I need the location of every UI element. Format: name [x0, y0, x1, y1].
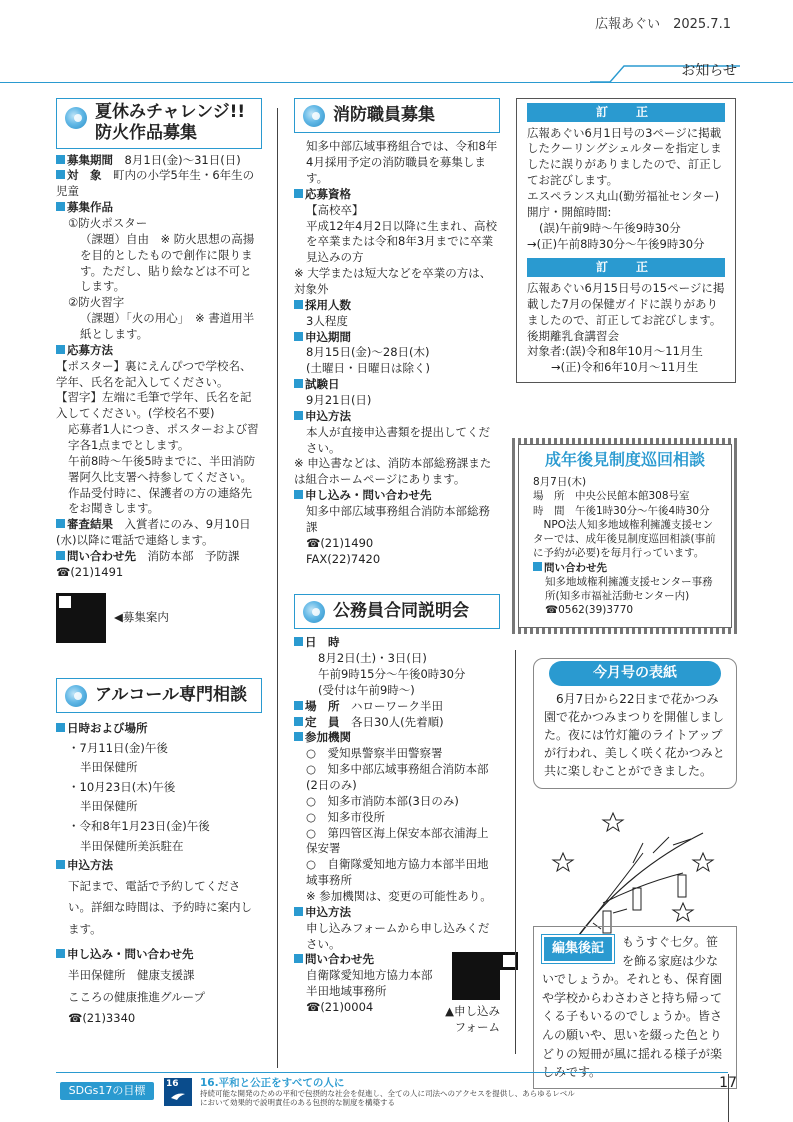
tanabata-illustration [533, 793, 733, 943]
qual-label: 応募資格 [294, 187, 500, 203]
g-contact-1: 知多地域権利擁護支援センター事務所(知多市福祉活動センター内) [545, 575, 713, 603]
application-form-qr[interactable] [452, 952, 500, 1000]
issue-date: 広報あぐい 2025.7.1 [595, 17, 731, 32]
work1-detail: （課題）自由 ※ 防火思想の高揚を目的としたもので創作に限ります。ただし、貼り絵などは不可とします。 [80, 231, 255, 294]
sdgs-badge: SDGs17の目標 [60, 1082, 154, 1100]
errata-2-name: 後期離乳食講習会 [527, 328, 619, 343]
alcohol-place: 半田保健所 [80, 799, 138, 814]
g-place-label: 場 所 [533, 490, 565, 503]
org-item: ○ 知多市役所 [306, 809, 386, 824]
qual-2: 平成12年4月2日以降に生まれ、高校を卒業または令和8年3月までに卒業見込みの方 [306, 218, 497, 265]
g-time-label: 時 間 [533, 504, 565, 517]
qual-note: ※ 大学または短大などを卒業の方は、対象外 [294, 266, 492, 296]
firejob-title [294, 98, 500, 133]
errata [516, 98, 736, 383]
km-contact-1: 自衛隊愛知地方協力本部半田地域事務所 [306, 968, 433, 999]
cover-section [533, 658, 737, 948]
g-place: 中央公民館本館308号室 [575, 490, 690, 503]
exam-label: 試験日 [294, 377, 500, 393]
g-contact-2: ☎0562(39)3770 [545, 604, 634, 617]
fire-works-body [56, 153, 262, 581]
fj-period-label: 申込期間 [294, 330, 500, 346]
guardian-title: 成年後見制度巡回相談 [544, 450, 705, 469]
errata-2-text: 広報あぐい6月15日号の15ページに掲載した7月の保健ガイドに誤りがありましたので、訂正してお詫びします。 [527, 280, 725, 327]
page-header [0, 0, 793, 92]
dove-icon [169, 1090, 187, 1102]
org-item: ○ 愛知県警察半田警察署 [306, 746, 443, 761]
editor-box [533, 926, 737, 1089]
alcohol-date: ・令和8年1月23日(金)午後 [68, 818, 210, 833]
alc-contact-2: こころの健康推進グループ [68, 989, 206, 1004]
num-value: 3人程度 [306, 313, 348, 328]
firejob-title-text: 消防職員募集 [333, 105, 435, 125]
org-list [294, 746, 500, 889]
qr-caption: ◀募集案内 [114, 609, 169, 624]
alcohol-items [56, 739, 262, 856]
cover-body: 6月7日から22日まで花かつみ園で花かつみまつりを開催しました。夜には竹灯籠のライトアップが行われ、美しく咲く花かつみと共に楽しむことができました。 [544, 692, 725, 779]
target-label: 対 象 [56, 168, 102, 182]
alc-how: 下記まで、電話で予約してください。詳細な時間は、予約時に案内します。 [68, 878, 252, 937]
errata-2-wrong: 対象者:(誤)令和8年10月～11月生 [527, 344, 703, 359]
alc-contact-3: ☎(21)3340 [68, 1011, 136, 1026]
judge-label: 審査結果 [56, 517, 113, 531]
num-label: 採用人数 [294, 298, 500, 314]
km-contact-2: ☎(21)0004 [306, 1000, 374, 1015]
bullet-circle-icon [65, 107, 87, 129]
km-when-1: 8月2日(土)・3日(日) [318, 651, 427, 666]
work2-detail: （課題）「火の用心」 ※ 書道用半紙とします。 [80, 311, 255, 341]
km-qr-caption-2: フォーム [454, 1020, 500, 1035]
bullet-circle-icon [303, 601, 325, 623]
goal-text: 持続可能な開発のための平和で包摂的な社会を促進し、全ての人に司法へのアクセスを提供し、あらゆるレベルにおいて効果的で説明責任のある包摂的な制度を構築する [200, 1089, 575, 1108]
column-1 [56, 98, 262, 643]
column-2 [294, 98, 500, 567]
fj-how-note: ※ 申込書などは、消防本部総務課または組合ホームページにあります。 [294, 456, 492, 487]
km-contact-label: 問い合わせ先 [294, 952, 434, 968]
alcohol-section [56, 678, 262, 1030]
guardian-body [533, 475, 717, 618]
errata-1-text: 広報あぐい6月1日号の3ページに掲載したクーリングシェルターを指定しましたに誤りがありましたので、訂正してお詫びします。 [527, 125, 723, 188]
bullet-circle-icon [65, 685, 87, 707]
errata-heading-2: 訂 正 [527, 258, 725, 277]
km-when-3: (受付は午前9時～) [318, 682, 415, 697]
km-qr-caption-1: ▲申し込み [445, 1004, 500, 1019]
km-how: 申し込みフォームから申し込みください。 [306, 920, 490, 951]
errata-box [516, 98, 736, 383]
fj-contact-1: 知多中部広域事務組合消防本部総務課 [306, 504, 490, 534]
koumuin-body [294, 635, 500, 1036]
contact-value: 消防本部 予防課 ☎(21)1491 [56, 548, 251, 579]
fj-period-1: 8月15日(金)～28日(木) [306, 345, 430, 360]
target-value: 町内の小学5年生・6年生の児童 [56, 168, 255, 199]
koumuin-title [294, 594, 500, 629]
when-label: 日時および場所 [56, 719, 262, 739]
fire-works-title-line1: 夏休みチャレンジ!! [95, 102, 246, 122]
fj-contact-label: 申し込み・問い合わせ先 [294, 488, 500, 504]
how-label: 応募方法 [56, 343, 262, 359]
how-4: 午前8時～午後5時までに、半田消防署阿久比支署へ持参してください。 [68, 453, 256, 484]
fire-works-title [56, 98, 262, 149]
editor-label: 編集後記 [542, 935, 614, 963]
koumuin-title-text: 公務員合同説明会 [333, 601, 469, 621]
bullet-circle-icon [303, 105, 325, 127]
errata-2-right: →(正)令和6年10月～11月生 [551, 360, 699, 375]
km-cap-label: 定 員 [294, 715, 340, 729]
how-3: 応募者1人につき、ポスターおよび習字各1点までとします。 [68, 422, 259, 452]
page-number: 17 [719, 1075, 737, 1091]
alcohol-date: ・7月11日(金)午後 [68, 740, 168, 755]
alcohol-place: 半田保健所 [80, 760, 138, 775]
alc-how-label: 申込方法 [56, 856, 262, 876]
km-how-label: 申込方法 [294, 905, 500, 921]
header-rule [0, 82, 793, 83]
how-1: 【ポスター】裏にえんぴつで学校名、学年、氏名を記入してください。 [56, 358, 252, 389]
goal-title: 16.平和と公正をすべての人に [200, 1077, 345, 1089]
fj-contact-2: ☎(21)1490 [306, 535, 374, 550]
fj-how-label: 申込方法 [294, 409, 500, 425]
editor-body: もうすぐ七夕。笹を飾る家庭は少ないでしょうか。それとも、保育園や学校からわさわさと持ち帰ってくる子もいるのでしょうか。皆さんの願いや、思いを綴った色とりどりの短冊が風に揺れる様子が楽しみです。 [542, 935, 723, 1080]
exam-value: 9月21日(日) [306, 393, 372, 407]
alc-contact-1: 半田保健所 健康支援課 [68, 967, 195, 982]
qual-1: 【高校卒】 [306, 202, 364, 217]
work1: ①防火ポスター [68, 215, 148, 230]
how-2: 【習字】左端に毛筆で学年、氏名を記入してください。(学校名不要) [56, 390, 252, 421]
org-item: ○ 知多中部広域事務組合消防本部(2日のみ) [306, 762, 489, 792]
errata-1-hours-label: 開庁・開館時間: [527, 204, 612, 219]
km-contact [294, 952, 434, 1036]
guardian-date: 8月7日(木) [533, 476, 587, 489]
page-footer [0, 1068, 793, 1122]
guardian-section [518, 444, 732, 628]
work2: ②防火習字 [68, 295, 125, 310]
period-value: 8月1日(金)～31日(日) [124, 152, 241, 167]
errata-1-right: →(正)午前8時30分～午後9時30分 [527, 236, 705, 251]
cover-box [533, 658, 737, 789]
judge-value: 入賞者にのみ、9月10日(水)以降に電話で連絡します。 [56, 517, 251, 548]
section-label: お知らせ [681, 63, 737, 79]
fj-contact-3: FAX(22)7420 [306, 551, 381, 566]
org-item: ○ 自衛隊愛知地方協力本部半田地域事務所 [306, 857, 489, 888]
alcohol-title-text: アルコール専門相談 [95, 685, 247, 705]
km-place: ハローワーク半田 [351, 698, 443, 713]
org-item: ○ 知多市消防本部(3日のみ) [306, 793, 459, 808]
koumuin-section [294, 594, 500, 1036]
km-place-label: 場 所 [294, 699, 340, 713]
editor-section [533, 926, 737, 1089]
km-qr-block [440, 952, 500, 1036]
goal-number: 16 [166, 1079, 179, 1089]
errata-1-wrong: (誤)午前9時～午後9時30分 [539, 220, 681, 235]
alc-contact-label: 申し込み・問い合わせ先 [56, 945, 262, 965]
footer-rule [56, 1072, 728, 1073]
km-org-note: ※ 参加機関は、変更の可能性あり。 [306, 889, 492, 903]
km-org-label: 参加機関 [294, 730, 500, 746]
g-time: 午後1時30分～午後4時30分 [575, 504, 710, 517]
km-when-2: 午前9時15分～午後0時30分 [318, 666, 466, 681]
firejob-intro: 知多中部広域事務組合では、令和8年4月採用予定の消防職員を募集します。 [306, 139, 498, 185]
fire-works-title-line2: 防火作品募集 [95, 123, 197, 144]
alcohol-title [56, 678, 262, 713]
alcohol-place: 半田保健所美浜駐在 [80, 838, 184, 853]
km-contact-block [294, 952, 500, 1036]
divider-2 [515, 650, 516, 1054]
works-label: 募集作品 [56, 200, 262, 216]
km-cap: 各日30人(先着順) [351, 714, 444, 729]
km-when-label: 日 時 [294, 635, 500, 651]
cover-title: 今月号の表紙 [549, 661, 721, 686]
fj-how: 本人が直接申込書類を提出してください。 [306, 424, 490, 455]
g-contact-label: 問い合わせ先 [533, 561, 717, 575]
firejob-body [294, 139, 500, 567]
period-label: 募集期間 [56, 153, 113, 167]
qr-block [56, 593, 262, 643]
qr-code[interactable] [56, 593, 106, 643]
fj-period-2: (土曜日・日曜日は除く) [306, 361, 430, 376]
alcohol-body [56, 719, 262, 1030]
org-item: ○ 第四管区海上保安本部衣浦海上保安署 [306, 825, 489, 856]
g-body: NPO法人知多地域権利擁護支援センターでは、成年後見制度巡回相談(事前に予約が必要)を毎月行っています。 [533, 518, 716, 560]
contact-label: 問い合わせ先 [56, 549, 136, 563]
errata-heading-1: 訂 正 [527, 103, 725, 122]
sdgs-goal16-icon [164, 1078, 192, 1106]
divider-1 [277, 108, 278, 1068]
alcohol-date: ・10月23日(木)午後 [68, 779, 176, 794]
errata-1-name: エスペランス丸山(勤労福祉センター) [527, 188, 720, 203]
how-5: 作品受付時に、保護者の方の連絡先をお聞きします。 [68, 485, 252, 516]
